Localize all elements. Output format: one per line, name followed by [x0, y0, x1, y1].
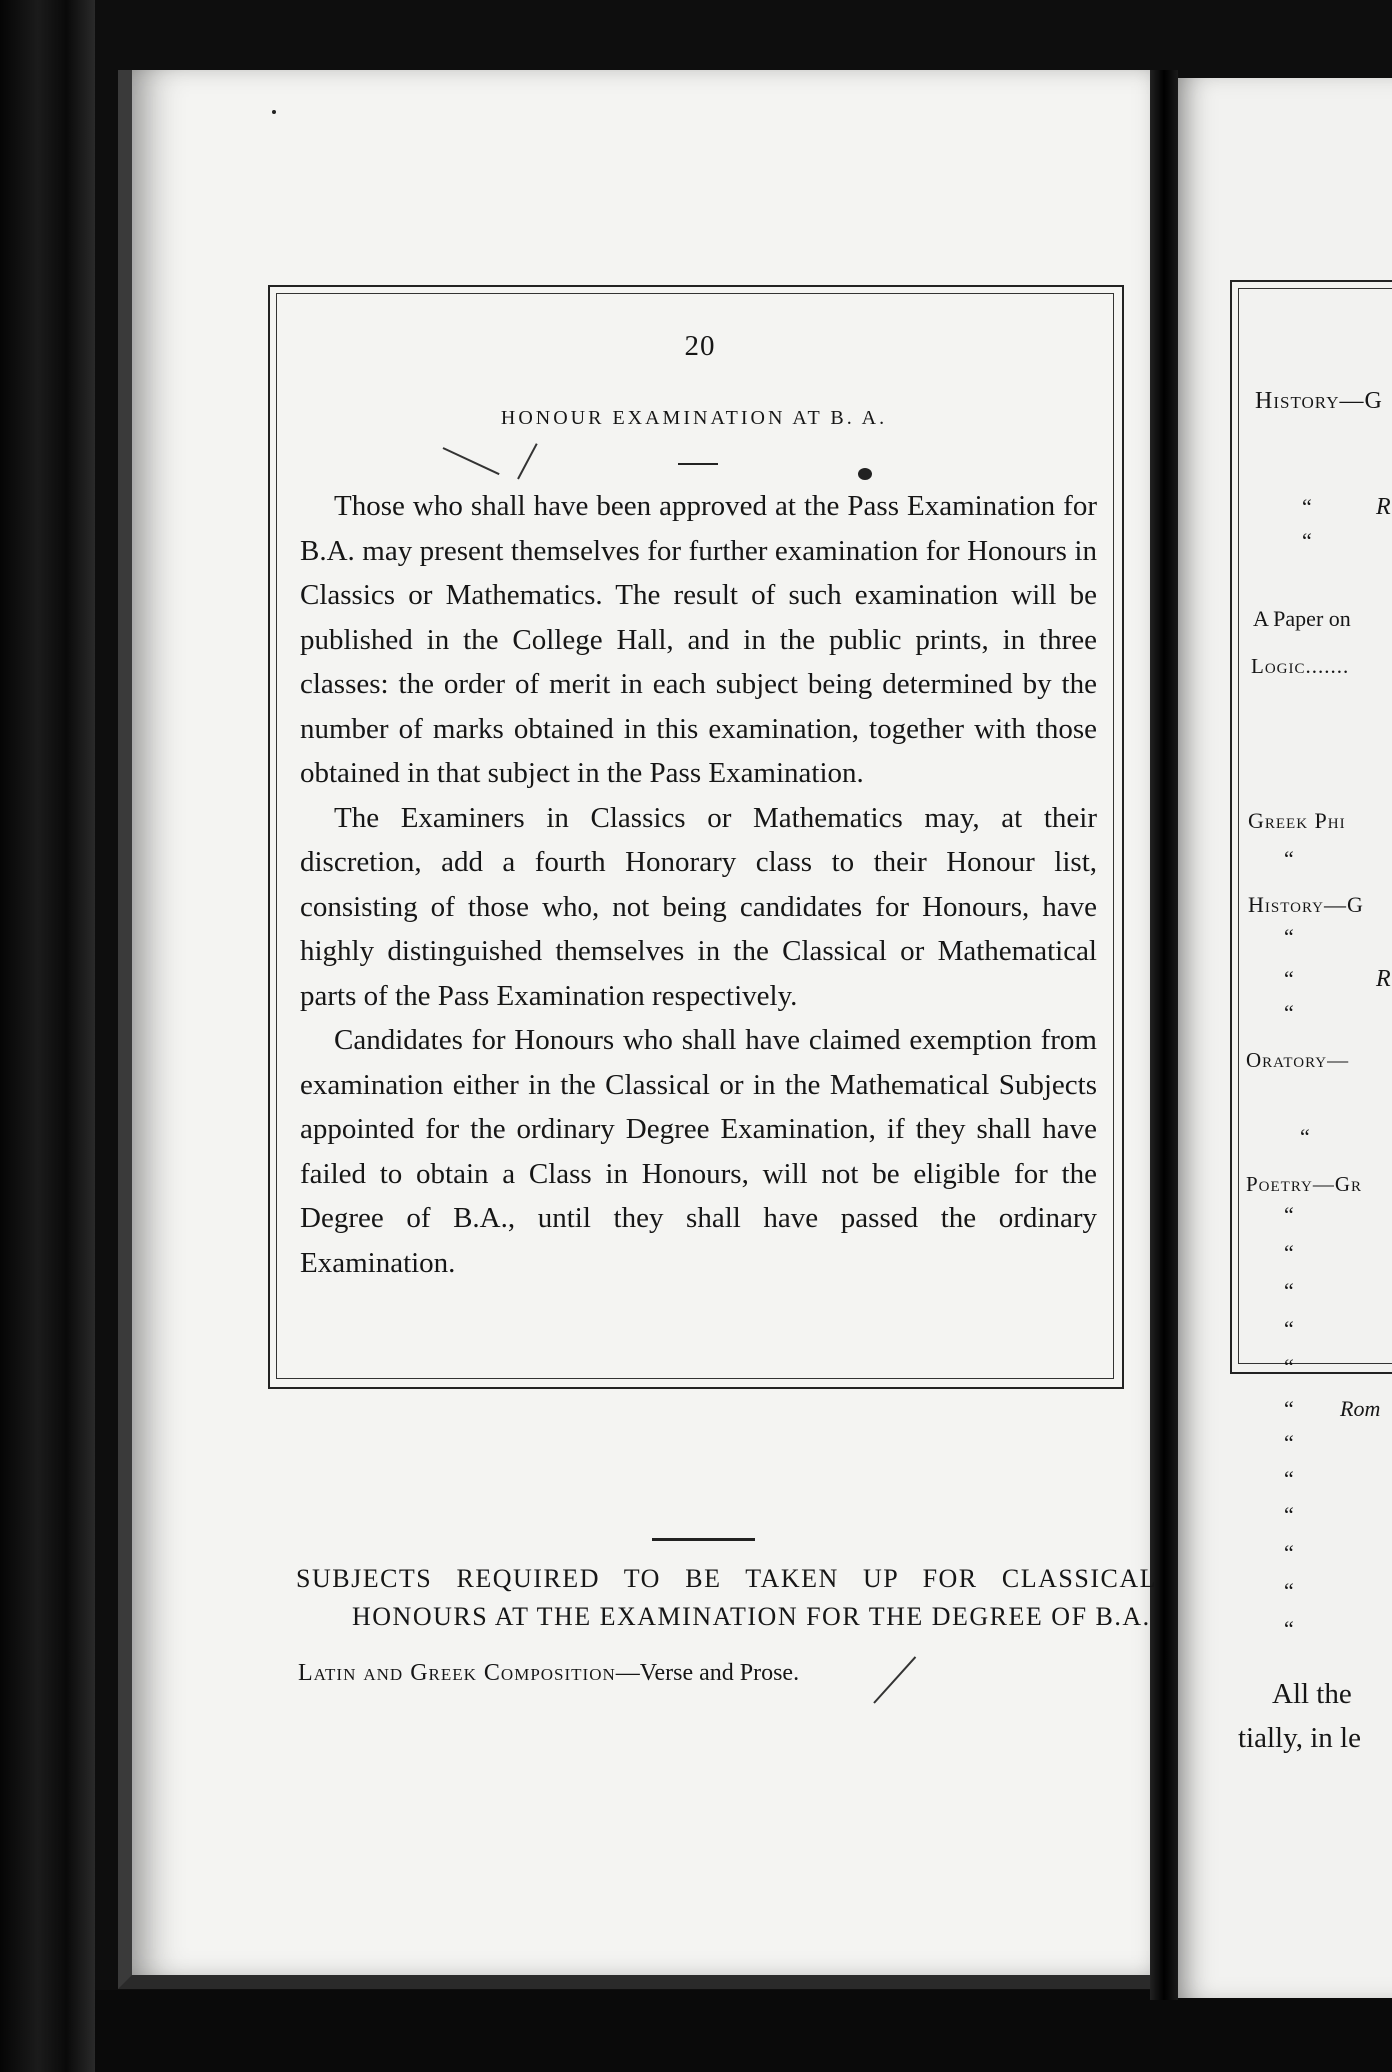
right-fragment: “ [1284, 1316, 1294, 1341]
right-fragment: A Paper on [1253, 606, 1351, 631]
right-fragment: “ [1284, 1540, 1294, 1565]
right-fragment: “ [1284, 1578, 1294, 1603]
right-fragment: “ [1302, 494, 1312, 519]
paragraph-2: The Examiners in Classics or Mathematics may, at their discretion, add a fourth Honorary class to their Honour list, consisting of those who, not being candidates for Honours, have highly distinguished themselves in the Classical or Mathematical parts of the Pass Examination respectively. [300, 801, 1097, 1012]
right-fragment: Logic....... [1251, 654, 1350, 678]
page-number [0, 330, 1392, 363]
right-fragment: “ [1284, 966, 1294, 991]
right-fragment: “ [1284, 1354, 1294, 1379]
scan-bottom-edge [95, 1990, 1392, 2072]
composition-value: —Verse and Prose. [615, 1660, 800, 1686]
book-spine [0, 0, 95, 2072]
right-fragment: History—G [1248, 892, 1364, 917]
right-fragment: “ [1300, 1124, 1310, 1149]
right-fragment: “ [1284, 846, 1294, 871]
right-fragment: Oratory— [1246, 1048, 1350, 1072]
page-number-text: 20 [684, 330, 716, 362]
section-rule [652, 1538, 755, 1541]
right-fragment: “ [1284, 1278, 1294, 1303]
right-fragment: “ [1284, 1396, 1294, 1421]
ink-speck [858, 468, 872, 480]
right-fragment: R [1376, 494, 1391, 520]
right-fragment: “ [1284, 1502, 1294, 1527]
right-fragment: “ [1284, 1430, 1294, 1455]
body-text [300, 484, 1097, 1285]
right-fragment: “ [1284, 1240, 1294, 1265]
subjects-heading: SUBJECTS REQUIRED TO BE TAKEN UP FOR CLASSICAL HONOURS AT THE EXAMINATION FOR THE DEGREE OF B.A. [296, 1564, 1157, 1631]
paragraph-3: Candidates for Honours who shall have claimed exemption from examination either in the Classical or in the Mathematical Subjects appointed for the ordinary Degree Examination, if they shall have failed to obtain a Class in Honours, will not be eligible for the Degree of B.A., until they shall have passed the ordinary Examination. [300, 1024, 1097, 1279]
right-fragment: R [1376, 966, 1391, 992]
short-rule [678, 463, 718, 465]
right-fragment: “ [1284, 1000, 1294, 1025]
composition-line [298, 1660, 1103, 1687]
right-fragment: Rom [1340, 1396, 1381, 1421]
right-fragment: History—G [1255, 388, 1383, 414]
right-fragment: “ [1284, 1616, 1294, 1641]
paragraph-1: Those who shall have been approved at the Pass Examination for B.A. may present themselves for further examination for Honours in Classics or Mathematics. The result of such examination will be published in the College Hall, and in the public prints, in three classes: the order of merit in each subject being determined by the number of marks obtained in this examination, together with those obtained in that subject in the Pass Examination. [300, 490, 1097, 789]
composition-label: Latin and Greek Composition [298, 1660, 616, 1686]
right-fragment: All the [1272, 1678, 1352, 1710]
right-fragment: “ [1284, 924, 1294, 949]
right-fragment: Poetry—Gr [1246, 1172, 1363, 1196]
running-head: HONOUR EXAMINATION AT B. A. [500, 407, 888, 429]
right-fragment: Greek Phi [1248, 808, 1346, 833]
right-fragment: “ [1284, 1202, 1294, 1227]
ink-speck [272, 110, 276, 114]
right-fragment: “ [1302, 528, 1312, 553]
right-fragment: “ [1284, 1466, 1294, 1491]
right-fragment: tially, in le [1238, 1722, 1361, 1754]
